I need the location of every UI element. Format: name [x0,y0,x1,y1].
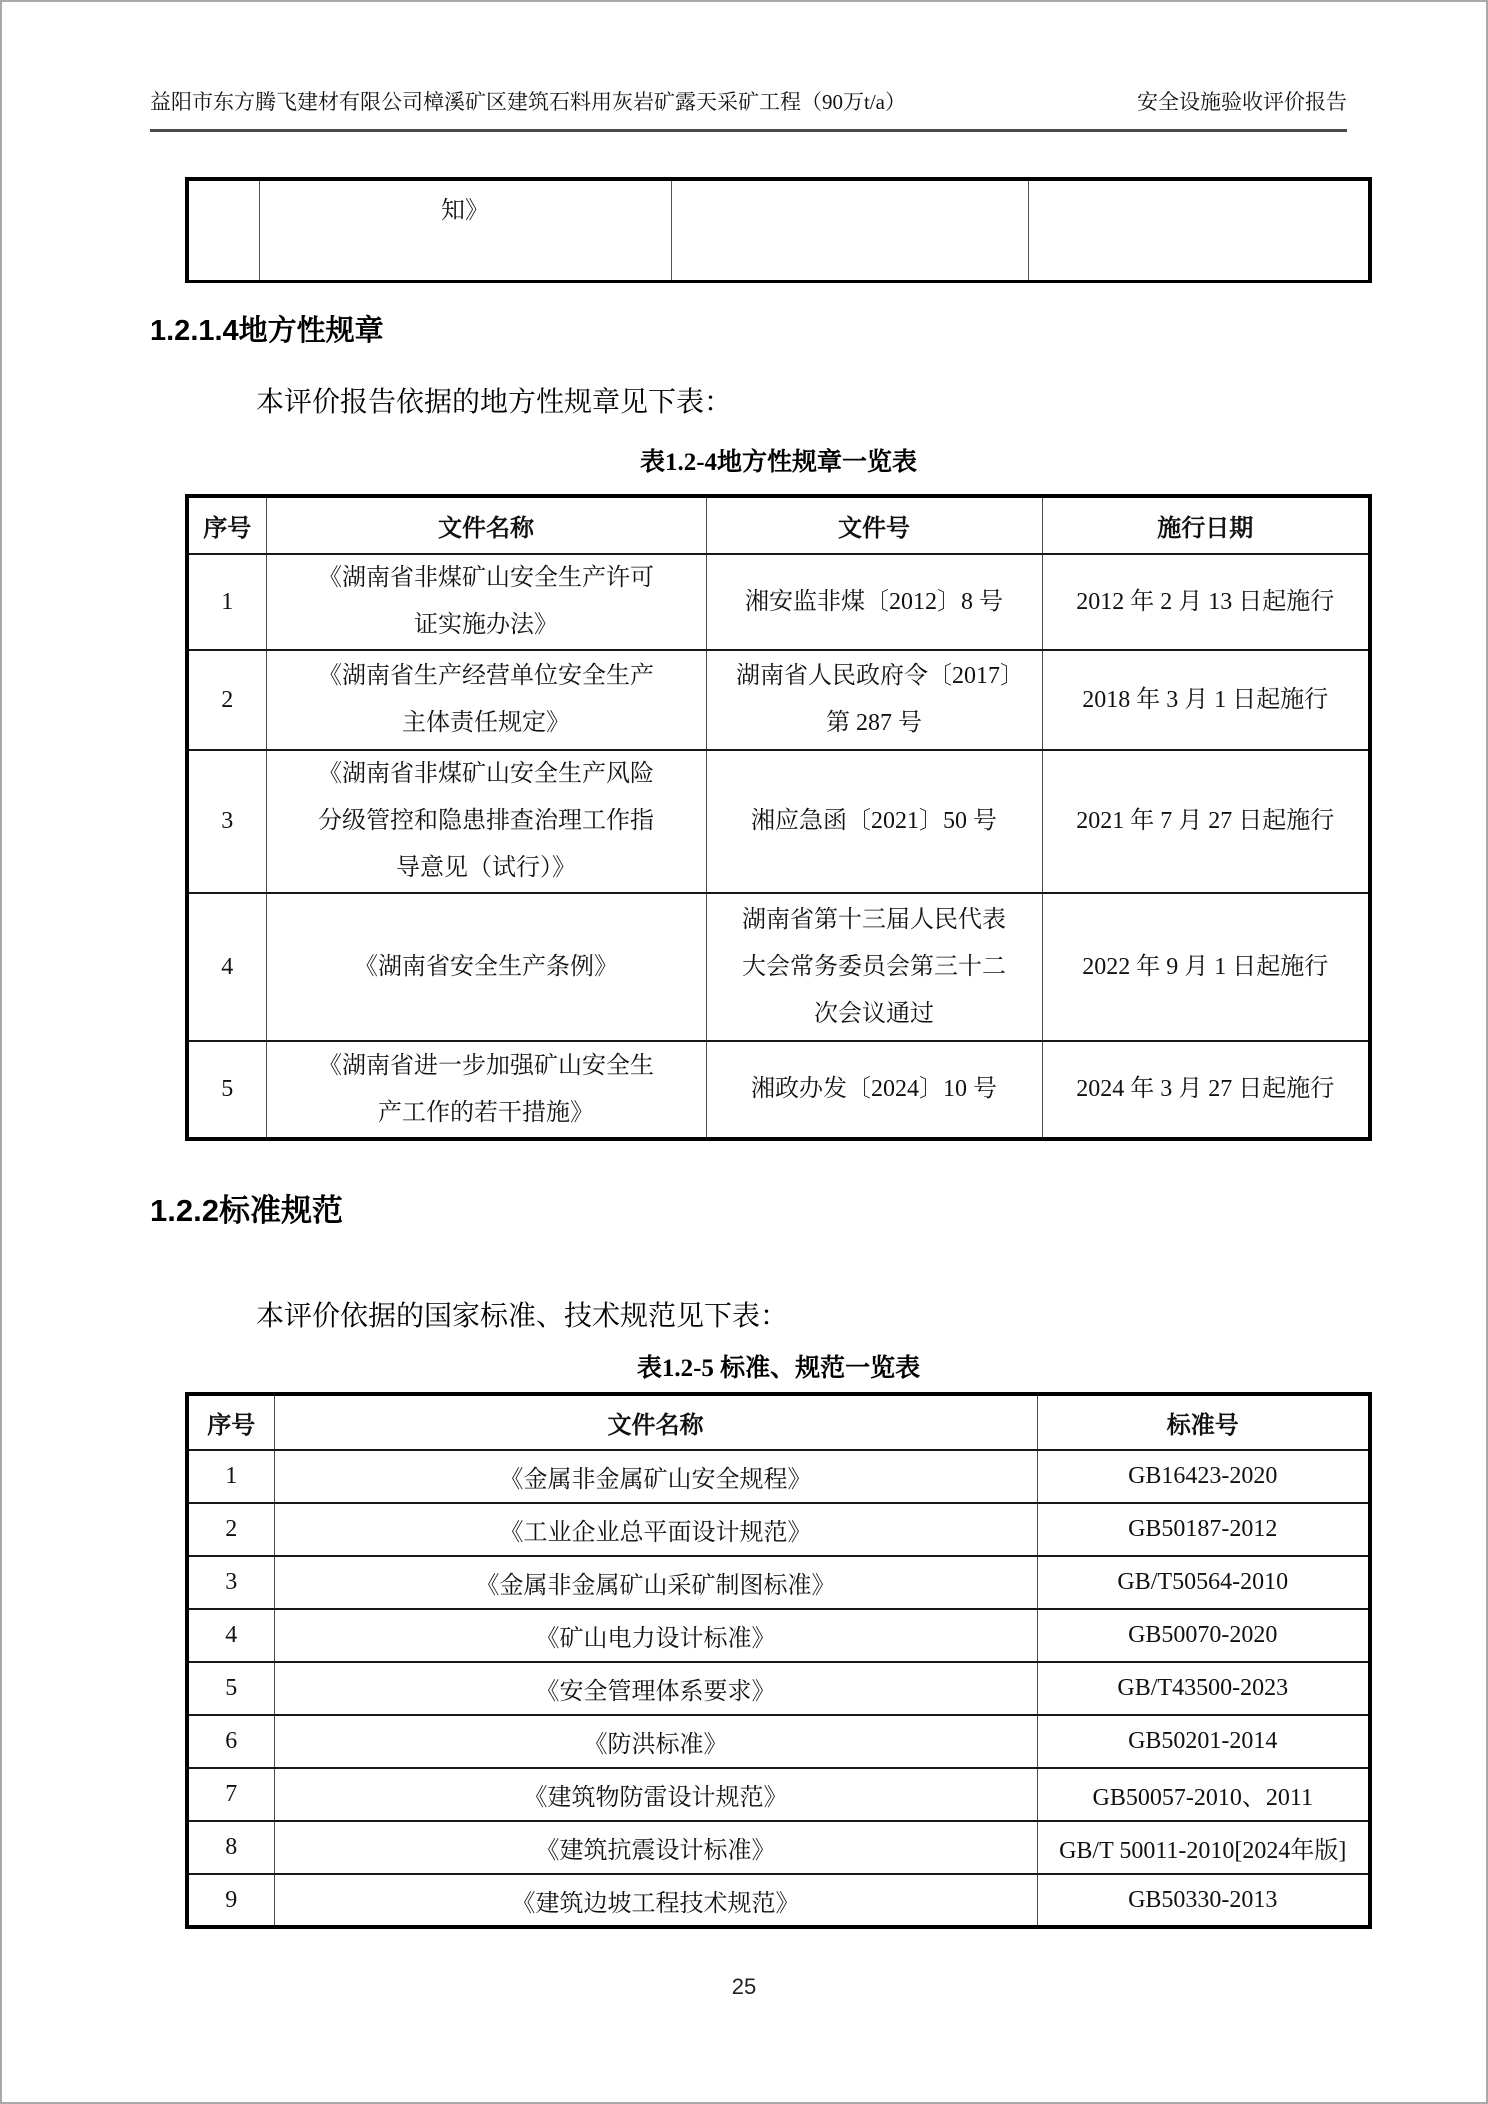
standard-number-cell: GB/T43500-2023 [1037,1662,1370,1715]
table-cell [187,179,259,282]
page-header [150,86,1347,116]
table-row [187,179,1370,282]
document-name-cell: 《金属非金属矿山安全规程》 [274,1450,1037,1503]
row-number-cell: 3 [187,1556,274,1609]
local-regulations-table [185,494,1372,1141]
effective-date-cell: 2024 年 3 月 27 日起施行 [1042,1041,1370,1139]
standard-number-cell: GB50330-2013 [1037,1874,1370,1927]
section-1-2-2-heading: 1.2.2标准规范 [150,1193,343,1228]
table-header-cell: 文件号 [706,496,1042,554]
document-name-cell: 《金属非金属矿山采矿制图标准》 [274,1556,1037,1609]
standard-number-cell: GB50057-2010、2011 [1037,1768,1370,1821]
table-row [187,1503,1370,1556]
table-1-2-5-caption: 表1.2-5 标准、规范一览表 [636,1355,921,1382]
section-2-intro-paragraph: 本评价依据的国家标准、技术规范见下表： [256,1301,789,1332]
document-number-cell: 湖南省第十三届人民代表大会常务委员会第三十二次会议通过 [706,893,1042,1041]
table-row [187,1662,1370,1715]
effective-date-cell: 2018 年 3 月 1 日起施行 [1042,650,1370,750]
table-row [187,1450,1370,1503]
section-1-intro-paragraph: 本评价报告依据的地方性规章见下表： [256,387,733,418]
table-row [187,750,1370,893]
effective-date-cell: 2012 年 2 月 13 日起施行 [1042,554,1370,650]
effective-date-cell: 2021 年 7 月 27 日起施行 [1042,750,1370,893]
effective-date-cell: 2022 年 9 月 1 日起施行 [1042,893,1370,1041]
page-number: 25 [731,1974,757,1999]
header-project-title: 益阳市东方腾飞建材有限公司樟溪矿区建筑石料用灰岩矿露天采矿工程（90万t/a） [150,90,906,114]
document-name-cell: 《湖南省非煤矿山安全生产许可证实施办法》 [266,554,706,650]
table-header-cell: 标准号 [1037,1394,1370,1450]
standard-number-cell: GB50070-2020 [1037,1609,1370,1662]
document-name-cell: 《湖南省生产经营单位安全生产主体责任规定》 [266,650,706,750]
document-name-cell: 《安全管理体系要求》 [274,1662,1037,1715]
row-number-cell: 4 [187,1609,274,1662]
table-header-row [187,1394,1370,1450]
document-name-cell: 《湖南省安全生产条例》 [266,893,706,1041]
table-row [187,893,1370,1041]
document-number-cell: 湘政办发〔2024〕10 号 [706,1041,1042,1139]
standards-table [185,1392,1372,1929]
table-header-cell: 文件名称 [266,496,706,554]
row-number-cell: 2 [187,1503,274,1556]
header-rule [150,129,1347,132]
section-1-2-1-4-heading: 1.2.1.4地方性规章 [150,315,384,347]
document-name-cell: 《湖南省非煤矿山安全生产风险分级管控和隐患排查治理工作指导意见（试行）》 [266,750,706,893]
header-report-title: 安全设施验收评价报告 [1137,90,1347,114]
table-row [187,1556,1370,1609]
document-name-cell: 《矿山电力设计标准》 [274,1609,1037,1662]
document-name-cell: 《建筑边坡工程技术规范》 [274,1874,1037,1927]
table-row [187,554,1370,650]
standard-number-cell: GB16423-2020 [1037,1450,1370,1503]
row-number-cell: 7 [187,1768,274,1821]
row-number-cell: 1 [187,1450,274,1503]
table-row [187,1715,1370,1768]
table-row [187,1874,1370,1927]
document-name-cell: 《工业企业总平面设计规范》 [274,1503,1037,1556]
table-header-cell: 施行日期 [1042,496,1370,554]
row-number-cell: 5 [187,1662,274,1715]
table-1-2-4-caption: 表1.2-4地方性规章一览表 [639,449,918,476]
standard-number-cell: GB50187-2012 [1037,1503,1370,1556]
row-number-cell: 5 [187,1041,266,1139]
table-row [187,650,1370,750]
row-number-cell: 2 [187,650,266,750]
table-cell [1028,179,1370,282]
table-header-cell: 文件名称 [274,1394,1037,1450]
row-number-cell: 6 [187,1715,274,1768]
table-row [187,1609,1370,1662]
row-number-cell: 4 [187,893,266,1041]
table-row [187,1821,1370,1874]
document-name-cell: 《湖南省进一步加强矿山安全生产工作的若干措施》 [266,1041,706,1139]
document-number-cell: 湖南省人民政府令〔2017〕第 287 号 [706,650,1042,750]
standard-number-cell: GB/T 50011-2010[2024年版] [1037,1821,1370,1874]
table-header-cell: 序号 [203,516,252,542]
carryover-table-fragment [185,177,1372,283]
fragment-cell-text: 知》 [259,179,671,282]
standard-number-cell: GB50201-2014 [1037,1715,1370,1768]
table-row [187,1768,1370,1821]
document-number-cell: 湘安监非煤〔2012〕8 号 [706,554,1042,650]
row-number-cell: 8 [187,1821,274,1874]
table-cell [671,179,1028,282]
row-number-cell: 3 [187,750,266,893]
table-header-cell: 序号 [207,1413,256,1439]
document-number-cell: 湘应急函〔2021〕50 号 [706,750,1042,893]
table-header-row [187,496,1370,554]
document-name-cell: 《防洪标准》 [274,1715,1037,1768]
standard-number-cell: GB/T50564-2010 [1037,1556,1370,1609]
row-number-cell: 1 [187,554,266,650]
document-name-cell: 《建筑物防雷设计规范》 [274,1768,1037,1821]
table-row [187,1041,1370,1139]
document-name-cell: 《建筑抗震设计标准》 [274,1821,1037,1874]
row-number-cell: 9 [187,1874,274,1927]
